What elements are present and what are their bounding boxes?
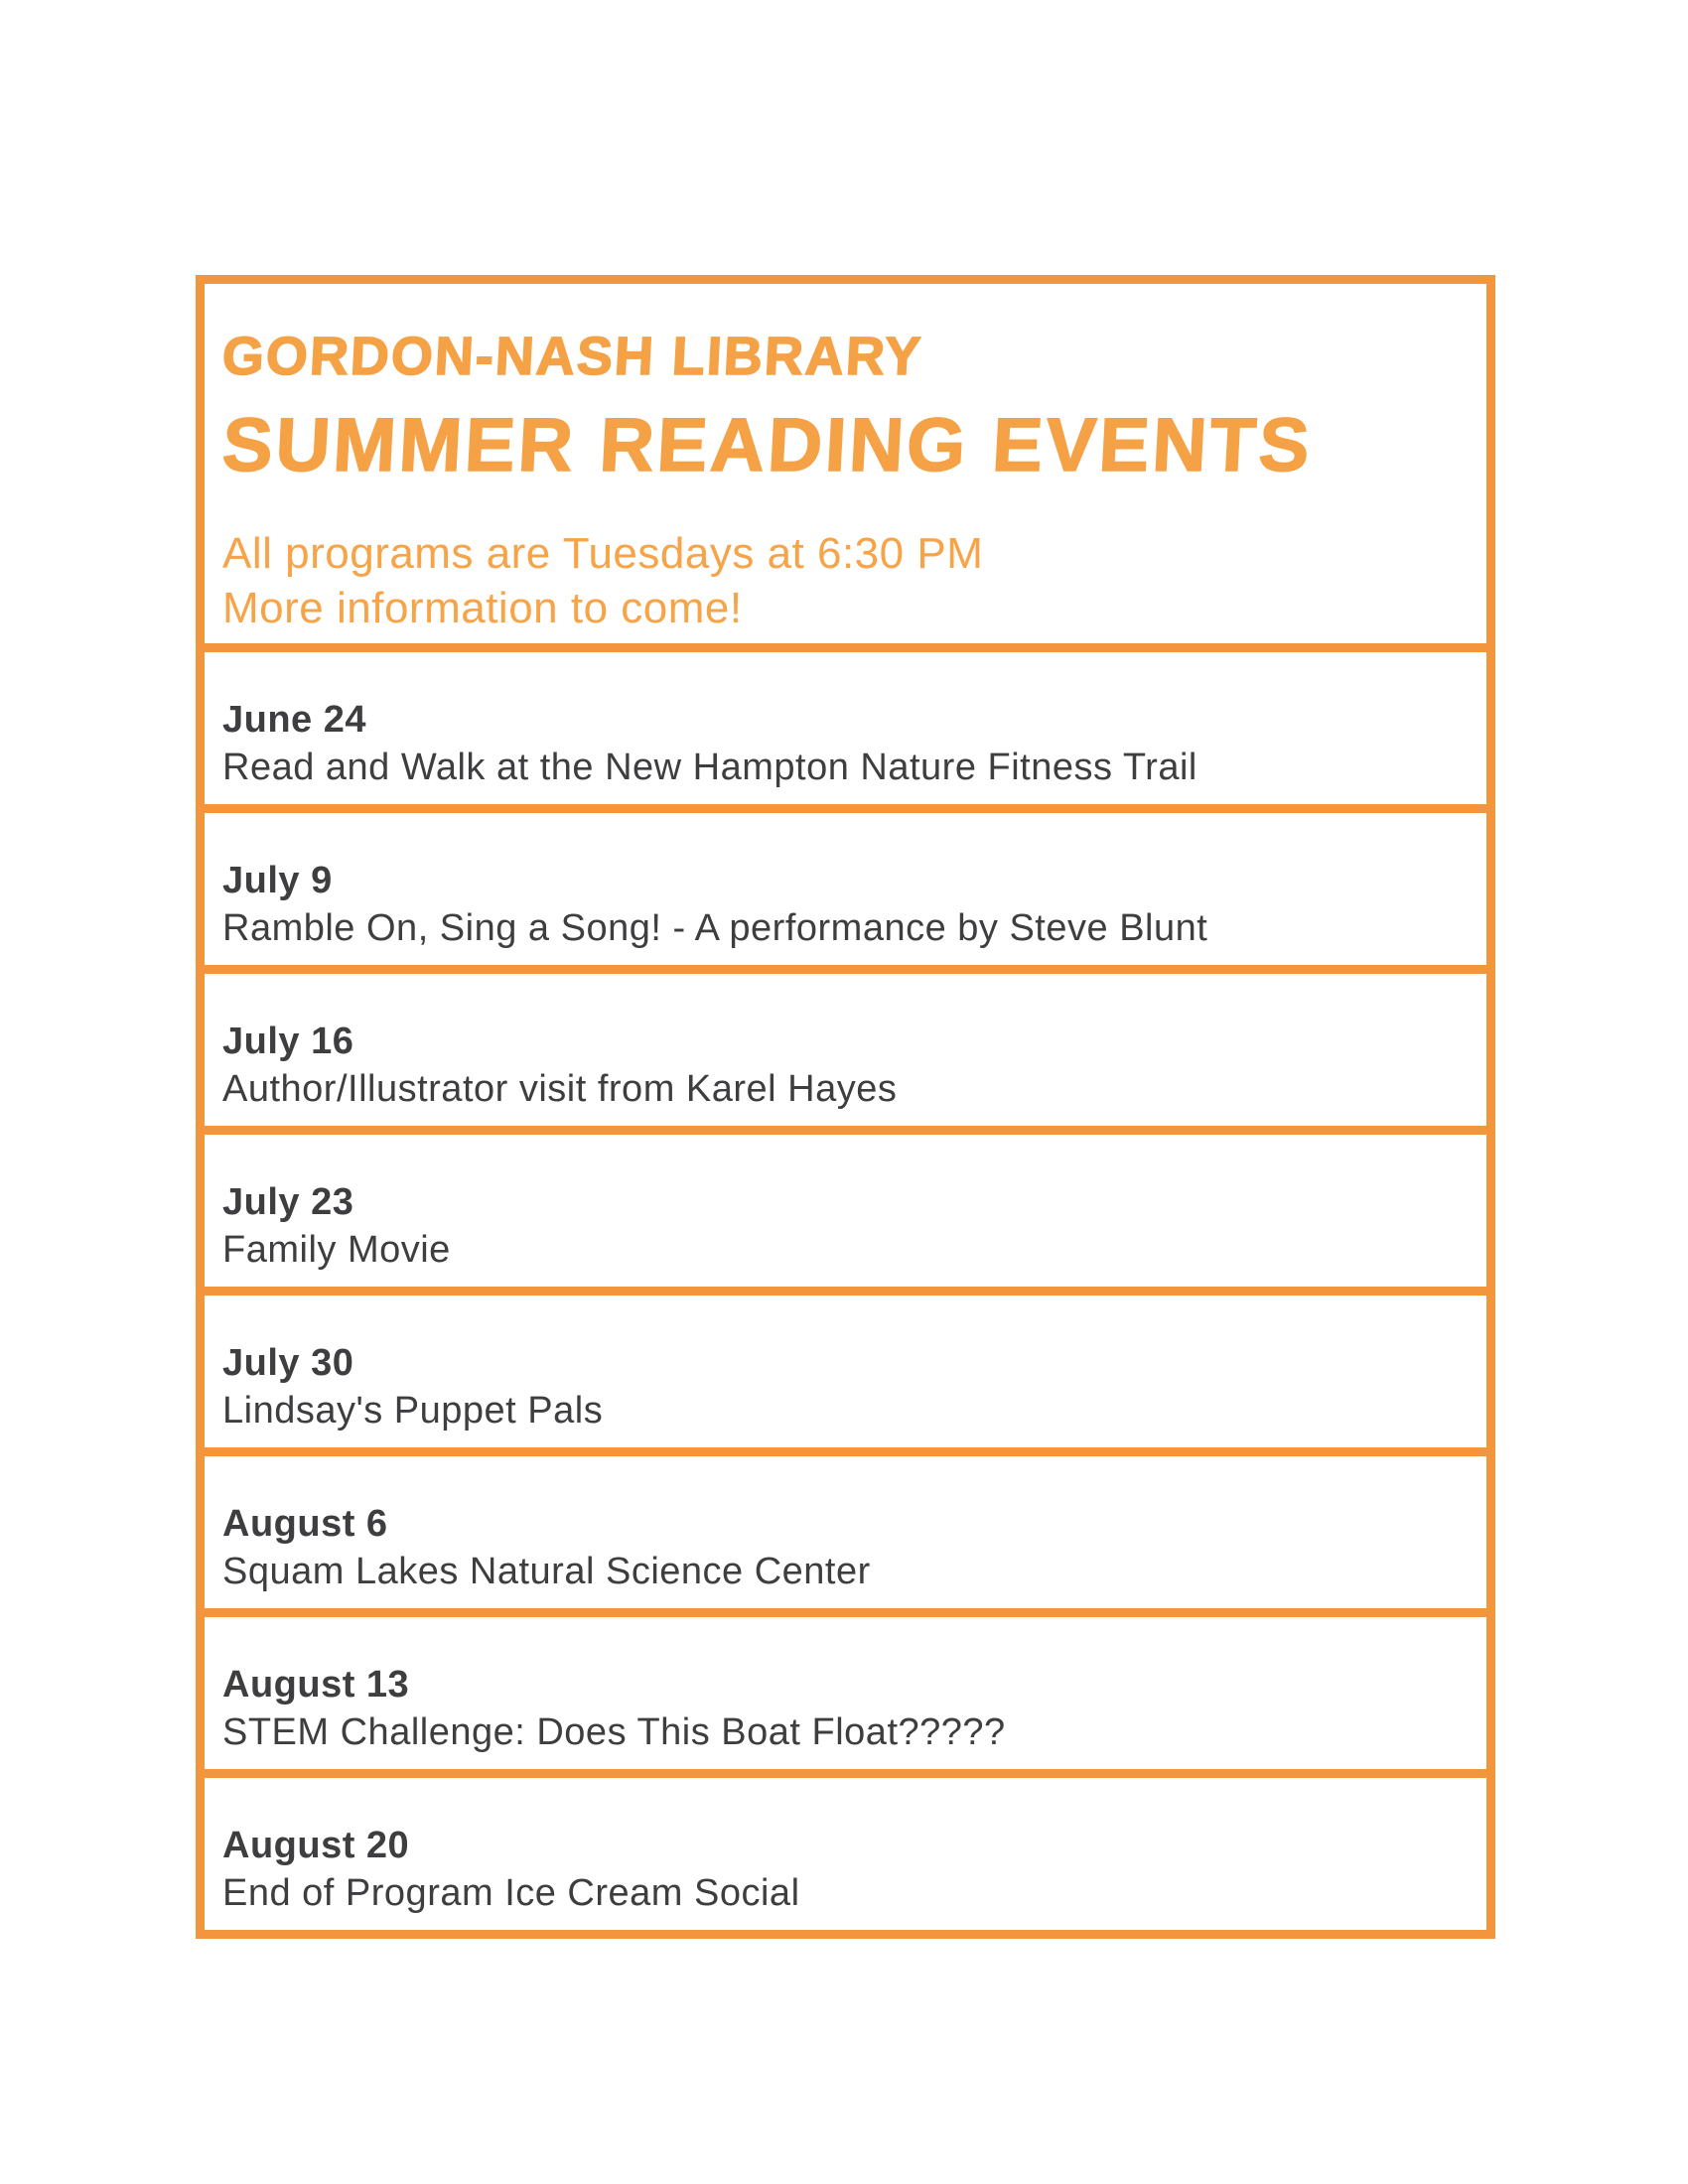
subtitle-line-2: More information to come! bbox=[222, 584, 743, 632]
event-date: July 16 bbox=[222, 1021, 354, 1062]
subtitle-line-1: All programs are Tuesdays at 6:30 PM bbox=[222, 529, 984, 578]
event-row bbox=[205, 804, 1486, 965]
event-date: August 13 bbox=[222, 1664, 410, 1706]
event-title: Lindsay's Puppet Pals bbox=[222, 1390, 604, 1432]
event-date: July 23 bbox=[222, 1181, 354, 1223]
subtitle-block bbox=[222, 526, 1463, 635]
event-row bbox=[205, 1447, 1486, 1608]
event-row bbox=[205, 1126, 1486, 1287]
event-date: June 24 bbox=[222, 699, 367, 741]
event-date: August 20 bbox=[222, 1825, 410, 1866]
event-row bbox=[205, 1608, 1486, 1769]
event-row bbox=[205, 965, 1486, 1126]
event-title: Read and Walk at the New Hampton Nature Fitness Trail bbox=[222, 747, 1197, 788]
event-row bbox=[205, 1769, 1486, 1930]
event-date: July 9 bbox=[222, 860, 333, 901]
flyer-title: SUMMER READING EVENTS bbox=[219, 403, 1315, 487]
event-date: July 30 bbox=[222, 1342, 354, 1384]
event-row bbox=[205, 643, 1486, 804]
event-title: Ramble On, Sing a Song! - A performance by Steve Blunt bbox=[222, 907, 1208, 949]
event-date: August 6 bbox=[222, 1503, 388, 1545]
event-title: STEM Challenge: Does This Boat Float????? bbox=[222, 1711, 1006, 1753]
event-title: Family Movie bbox=[222, 1229, 451, 1271]
event-title: Author/Illustrator visit from Karel Hayes bbox=[222, 1068, 898, 1110]
event-row bbox=[205, 1287, 1486, 1447]
event-title: End of Program Ice Cream Social bbox=[222, 1872, 800, 1914]
flyer-header bbox=[205, 284, 1486, 643]
event-title: Squam Lakes Natural Science Center bbox=[222, 1551, 871, 1592]
flyer-frame bbox=[196, 275, 1495, 1939]
library-name: GORDON-NASH LIBRARY bbox=[220, 327, 924, 386]
